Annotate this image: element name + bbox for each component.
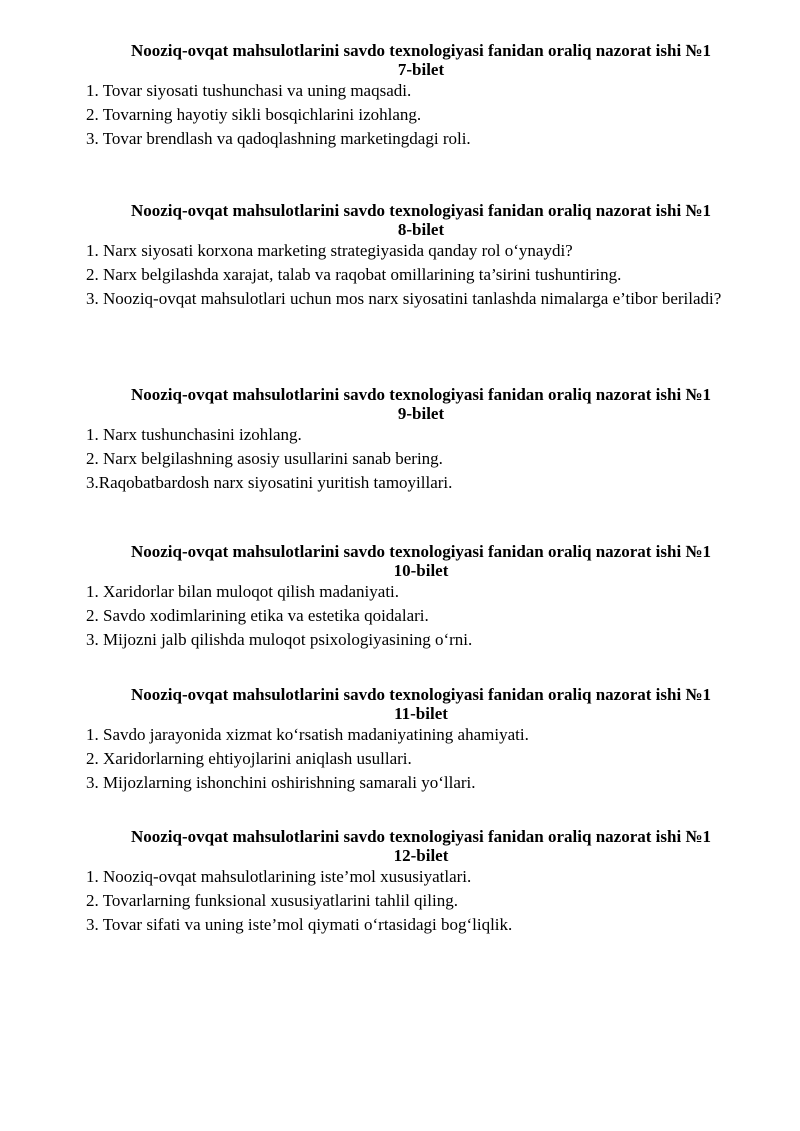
question-list — [86, 723, 746, 795]
question-list — [86, 79, 746, 151]
question-list — [86, 580, 746, 652]
ticket-11 — [86, 684, 746, 795]
question-item: 3. Mijozni jalb qilishda muloqot psixologiyasining o‘rni. — [86, 630, 473, 649]
ticket-number: 9-bilet — [397, 404, 445, 423]
ticket-9 — [86, 384, 746, 495]
question-item: 2. Xaridorlarning ehtiyojlarini aniqlash usullari. — [86, 749, 412, 768]
ticket-title: Nooziq-ovqat mahsulotlarini savdo texnologiyasi fanidan oraliq nazorat ishi №1 — [130, 385, 712, 404]
question-item: 2. Savdo xodimlarining etika va estetika qoidalari. — [86, 606, 429, 625]
ticket-number: 12-bilet — [393, 846, 449, 865]
question-item: 3. Tovar sifati va uning iste’mol qiymati o‘rtasidagi bog‘liqlik. — [86, 915, 513, 934]
ticket-title: Nooziq-ovqat mahsulotlarini savdo texnologiyasi fanidan oraliq nazorat ishi №1 — [130, 201, 712, 220]
ticket-number: 7-bilet — [397, 60, 445, 79]
question-item: 2. Narx belgilashda xarajat, talab va raqobat omillarining ta’sirini tushuntiring. — [86, 265, 622, 284]
question-item: 3. Mijozlarning ishonchini oshirishning samarali yo‘llari. — [86, 773, 476, 792]
ticket-12 — [86, 826, 746, 937]
question-item: 3. Tovar brendlash va qadoqlashning marketingdagi roli. — [86, 129, 471, 148]
question-list — [86, 239, 746, 311]
question-item: 1. Narx tushunchasini izohlang. — [86, 425, 302, 444]
question-item: 2. Tovarning hayotiy sikli bosqichlarini izohlang. — [86, 105, 422, 124]
question-item: 1. Tovar siyosati tushunchasi va uning maqsadi. — [86, 81, 412, 100]
ticket-7 — [86, 40, 746, 151]
ticket-number: 10-bilet — [393, 561, 449, 580]
question-item: 3. Nooziq-ovqat mahsulotlari uchun mos narx siyosatini tanlashda nimalarga e’tibor beriladi? — [86, 289, 722, 308]
question-item: 1. Xaridorlar bilan muloqot qilish madaniyati. — [86, 582, 400, 601]
ticket-number: 11-bilet — [394, 704, 448, 723]
ticket-10 — [86, 541, 746, 652]
question-item: 3.Raqobatbardosh narx siyosatini yuritish tamoyillari. — [86, 473, 453, 492]
ticket-title: Nooziq-ovqat mahsulotlarini savdo texnologiyasi fanidan oraliq nazorat ishi №1 — [130, 827, 712, 846]
question-item: 1. Narx siyosati korxona marketing strategiyasida qanday rol o‘ynaydi? — [86, 241, 573, 260]
ticket-number: 8-bilet — [397, 220, 445, 239]
ticket-title: Nooziq-ovqat mahsulotlarini savdo texnologiyasi fanidan oraliq nazorat ishi №1 — [130, 542, 712, 561]
ticket-title: Nooziq-ovqat mahsulotlarini savdo texnologiyasi fanidan oraliq nazorat ishi №1 — [130, 685, 712, 704]
question-list — [86, 423, 746, 495]
question-item: 1. Nooziq-ovqat mahsulotlarining iste’mol xususiyatlari. — [86, 867, 472, 886]
question-item: 1. Savdo jarayonida xizmat ko‘rsatish madaniyatining ahamiyati. — [86, 725, 529, 744]
question-item: 2. Narx belgilashning asosiy usullarini sanab bering. — [86, 449, 443, 468]
ticket-8 — [86, 200, 746, 311]
question-item: 2. Tovarlarning funksional xususiyatlarini tahlil qiling. — [86, 891, 458, 910]
question-list — [86, 865, 746, 937]
ticket-title: Nooziq-ovqat mahsulotlarini savdo texnologiyasi fanidan oraliq nazorat ishi №1 — [130, 41, 712, 60]
